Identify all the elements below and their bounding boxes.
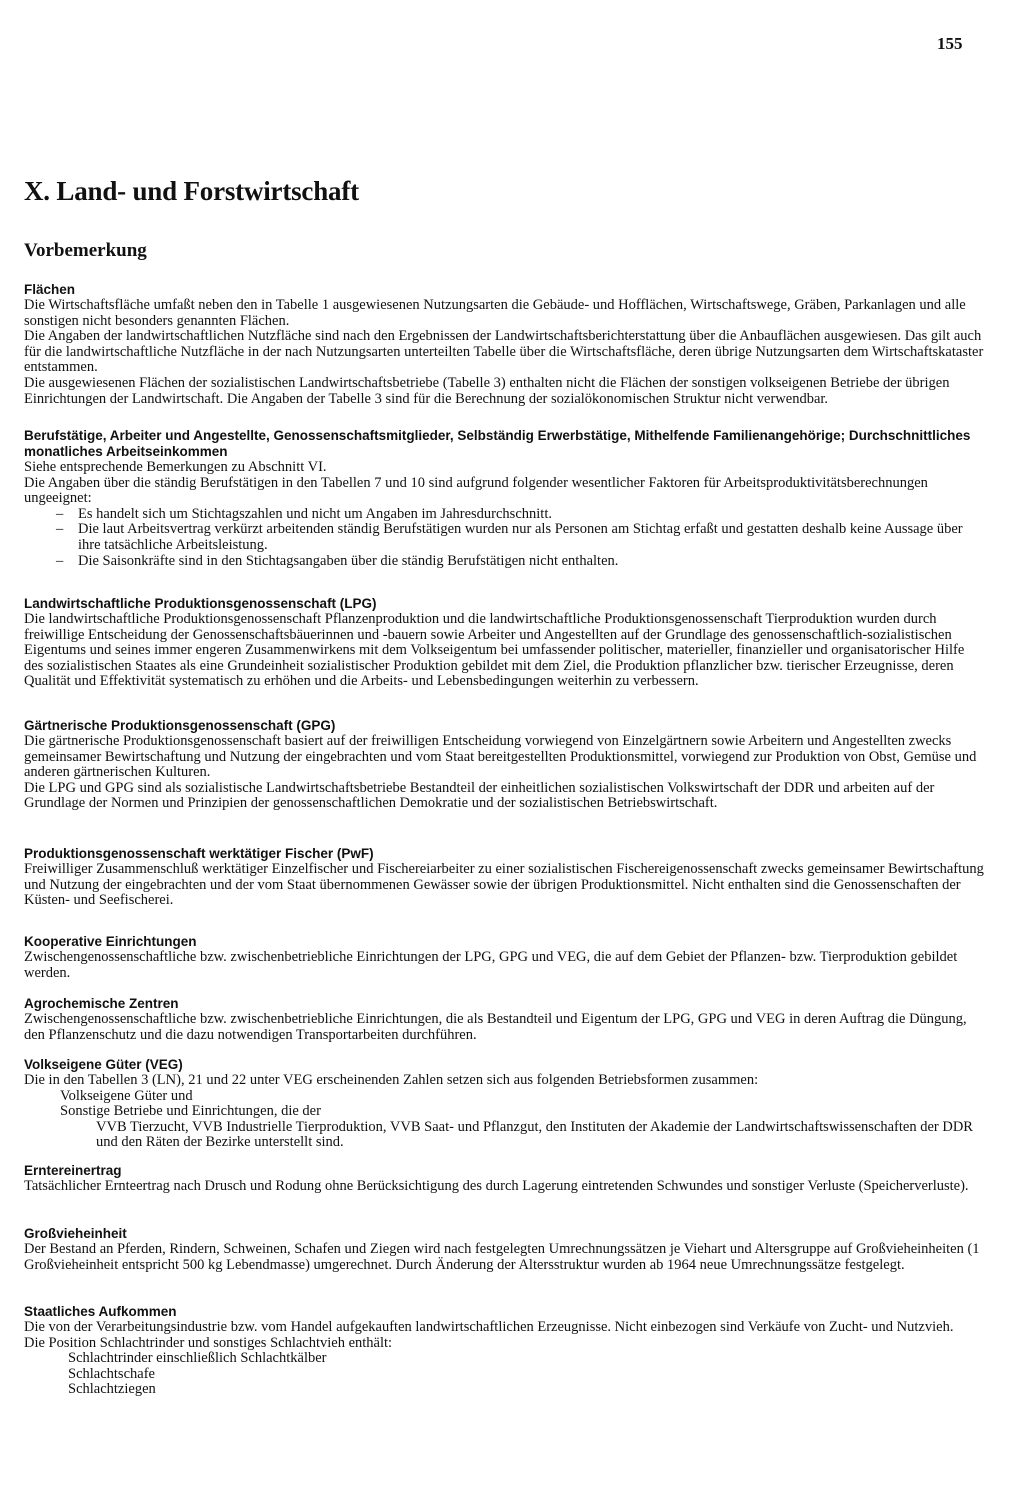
paragraph: Die ausgewiesenen Flächen der sozialistischen Landwirtschaftsbetriebe (Tabelle 3) enthalten nicht die Flächen der sonstigen volkseigenen Betriebe der übrigen Einrichtungen der Landwirtschaft. Die Angaben der Tabelle 3 sind für die Berechnung der sozialökonomischen Struktur nicht verwendbar. [24,374,950,407]
section-pwf [24,846,984,909]
paragraph: Zwischengenossenschaftliche bzw. zwischenbetriebliche Einrichtungen, die als Bestandteil und Eigentum der LPG, GPG und VEG in deren Auftrag die Düngung, den Pflanzenschutz und die dazu notwendigen Transportarbeiten durchführen. [24,1011,967,1043]
paragraph: Der Bestand an Pferden, Rindern, Schweinen, Schafen und Ziegen wird nach festgelegten Umrechnungssätzen je Viehart und Altersgruppe auf Großvieheinheiten (1 Großvieheinheit entspricht 500 kg Lebendmasse) umgerechnet. Durch Änderung der Altersstruktur wurden ab 1964 neue Umrechnungssätze festgelegt. [24,1241,980,1273]
section-title: Gärtnerische Produktionsgenossenschaft (GPG) [24,718,336,733]
paragraph: Die landwirtschaftliche Produktionsgenossenschaft Pflanzenproduktion und die landwirtschaftliche Produktionsgenossenschaft Tierproduktion wurden durch freiwillige Entscheidung der Genossenschaftsbäuerinnen und -bauern sowie Arbeiter und Angestellten auf der Grundlage des genossenschaftlich-sozialistischen Eigentums und seines immer engeren Zusammenwirkens mit dem Volkseigentum bei umfassender politischer, materieller, finanzieller und organisatorischer Hilfe des sozialistischen Staates als eine Grundeinheit sozialistischer Produktion gebildet mit dem Ziel, die Produktion pflanzlicher bzw. tierischer Erzeugnisse, deren Qualität und Effektivität systematisch zu erhöhen und die Arbeits- und Lebensbedingungen weiterhin zu verbessern. [24,611,965,690]
section-title: Flächen [24,282,76,297]
paragraph: Siehe entsprechende Bemerkungen zu Abschnitt VI. [24,459,327,475]
section-title: Agrochemische Zentren [24,996,179,1011]
list-item-text: Die Saisonkräfte sind in den Stichtagsangaben über die ständig Berufstätigen nicht enthalten. [78,552,619,569]
section-erntereinertrag [24,1163,984,1195]
sub-item: Schlachtrinder einschließlich Schlachtkälber [68,1350,327,1367]
section-title: Volkseigene Güter (VEG) [24,1057,183,1072]
section-title: Großvieheinheit [24,1226,127,1241]
section-berufstaetige [24,428,984,569]
list-item [24,507,984,523]
paragraph: Die gärtnerische Produktionsgenossenschaft basiert auf der freiwilligen Entscheidung vorwiegend von Einzelgärtnern sowie Arbeitern und Angestellten zwecks gemeinsamer Bewirtschaftung und Nutzung der eingebrachten und vom Staat bereitgestellten Produktionsmittel, vorwiegend zur Produktion von Obst, Gemüse und anderen gärtnerischen Kulturen. [24,733,977,781]
paragraph: Die in den Tabellen 3 (LN), 21 und 22 unter VEG erscheinenden Zahlen setzen sich aus folgenden Betriebsformen zusammen: [24,1072,759,1088]
sub-item: Schlachtschafe [68,1365,155,1382]
sub-item: Schlachtziegen [68,1381,156,1398]
page-number: 155 [937,34,963,53]
bullet-list [24,507,984,569]
list-item [24,522,984,553]
list-item-text: Es handelt sich um Stichtagszahlen und nicht um Angaben im Jahresdurchschnitt. [78,505,552,522]
paragraph: Freiwilliger Zusammenschluß werktätiger Einzelfischer und Fischereiarbeiter zu einer sozialistischen Fischereigenossenschaft zwecks gemeinsamer Bewirtschaftung und Nutzung der eingebrachten und der vom Staat übernommenen Gewässer sowie der übrigen Produktionsmittel. Nicht enthalten sind die Genossenschaften der Küsten- und Seefischerei. [24,861,984,909]
section-veg [24,1057,984,1151]
section-flaechen [24,282,984,407]
section-title: Staatliches Aufkommen [24,1304,177,1319]
paragraph: Die Angaben der landwirtschaftlichen Nutzfläche sind nach den Ergebnissen der Landwirtschaftsberichterstattung über die Anbauflächen ausgewiesen. Das gilt auch für die landwirtschaftliche Nutzfläche in der nach Nutzungsarten unterteilten Tabelle über die Wirtschaftsfläche, deren übrige Nutzungsarten dem Wirtschaftskataster entstammen. [24,328,984,376]
paragraph: Die Angaben über die ständig Berufstätigen in den Tabellen 7 und 10 sind aufgrund folgender wesentlicher Faktoren für Arbeitsproduktivitätsberechnungen ungeeignet: [24,474,928,507]
sub-item: Volkseigene Güter und [60,1087,193,1104]
paragraph: Zwischengenossenschaftliche bzw. zwischenbetriebliche Einrichtungen der LPG, GPG und VEG, die auf dem Gebiet der Pflanzen- bzw. Tierproduktion gebildet werden. [24,949,958,981]
dash-marker: – [56,552,64,569]
sub-item: VVB Tierzucht, VVB Industrielle Tierproduktion, VVB Saat- und Pflanzgut, den Instituten der Akademie der Landwirtschaftswissenschaften der DDR und den Räten der Bezirke unterstellt sind. [96,1118,973,1151]
paragraph: Die LPG und GPG sind als sozialistische Landwirtschaftsbetriebe Bestandteil der einheitlichen sozialistischen Volkswirtschaft der DDR und arbeiten auf der Grundlage der Normen und Prinzipien der genossenschaftlichen Demokratie und der sozialistischen Betriebswirtschaft. [24,779,935,812]
section-title: Berufstätige, Arbeiter und Angestellte, Genossenschaftsmitglieder, Selbständig Erwerbstätige, Mithelfende Familienangehörige; Durchschnittliches monatliches Arbeitseinkommen [24,428,971,459]
section-title: Landwirtschaftliche Produktionsgenossenschaft (LPG) [24,596,377,611]
list-item [24,554,984,570]
section-title: Produktionsgenossenschaft werktätiger Fischer (PwF) [24,846,374,861]
chapter-title: X. Land- und Forstwirtschaft [24,176,359,206]
section-grossvieheinheit [24,1226,984,1273]
list-item-text: Die laut Arbeitsvertrag verkürzt arbeitenden ständig Berufstätigen wurden nur als Personen am Stichtag erfaßt und gestatten deshalb keine Aussage über ihre tatsächliche Arbeitsleistung. [78,521,963,553]
dash-marker: – [56,521,64,538]
section-staatliches-aufkommen [24,1304,984,1398]
intro-heading: Vorbemerkung [24,240,147,261]
section-lpg [24,596,984,690]
section-gpg [24,718,984,812]
dash-marker: – [56,505,64,522]
paragraph: Die Position Schlachtrinder und sonstiges Schlachtvieh enthält: [24,1334,393,1351]
sub-item: Sonstige Betriebe und Einrichtungen, die der [60,1103,321,1120]
paragraph: Tatsächlicher Ernteertrag nach Drusch und Rodung ohne Berücksichtigung des durch Lagerung eintretenden Schwundes und sonstiger Verluste (Speicherverluste). [24,1178,969,1194]
section-title: Erntereinertrag [24,1163,122,1178]
paragraph: Die Wirtschaftsfläche umfaßt neben den in Tabelle 1 ausgewiesenen Nutzungsarten die Gebäude- und Hofflächen, Wirtschaftswege, Gräben, Parkanlagen und alle sonstigen nicht besonders genannten Flächen. [24,297,966,329]
section-agrochemische-zentren [24,996,984,1043]
section-kooperative-einrichtungen [24,934,984,981]
section-title: Kooperative Einrichtungen [24,934,197,949]
paragraph: Die von der Verarbeitungsindustrie bzw. vom Handel aufgekauften landwirtschaftlichen Erzeugnisse. Nicht einbezogen sind Verkäufe von Zucht- und Nutzvieh. [24,1319,954,1335]
